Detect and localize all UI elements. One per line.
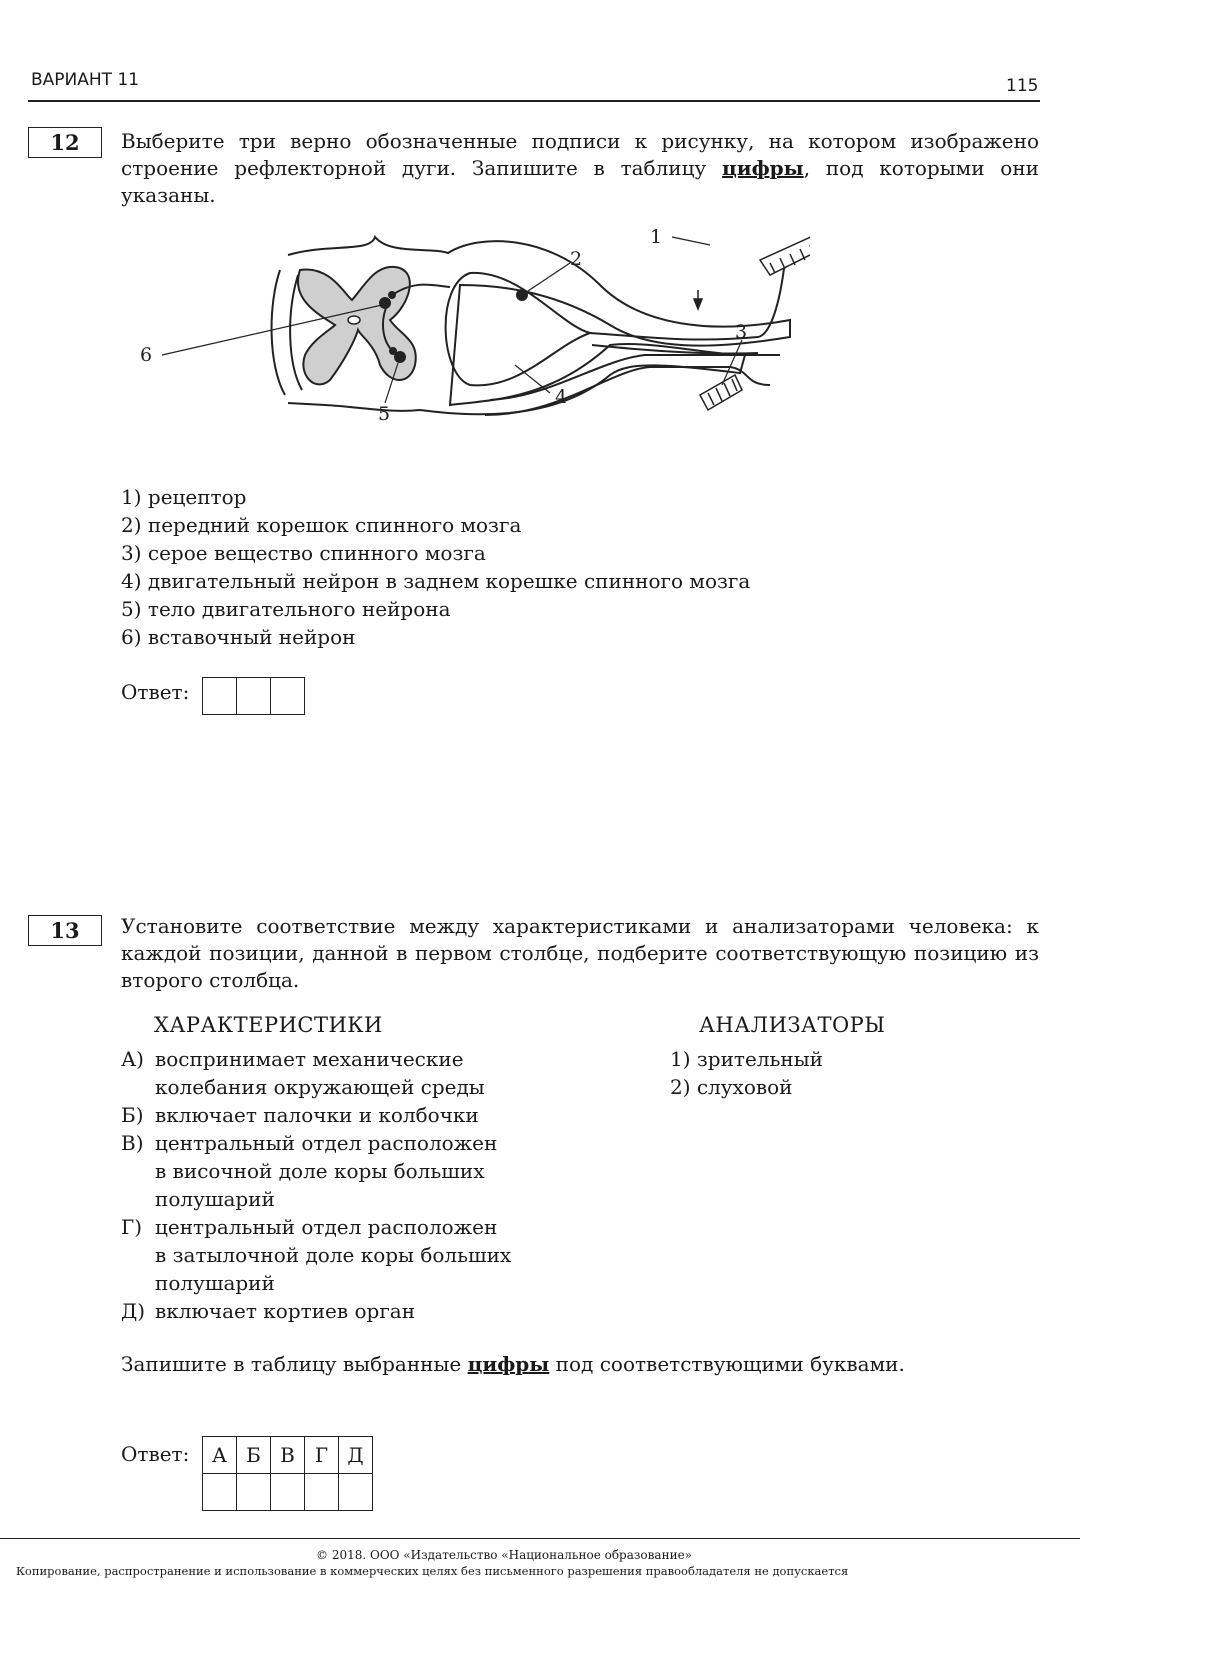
characteristic-v-line-2: в височной доле коры больших [155,1159,485,1183]
task13-answer-cell-d[interactable] [339,1474,373,1511]
characteristic-a-line-2: колебания окружающей среды [155,1075,485,1099]
task13-header-a: А [203,1437,237,1474]
analyzer-2: 2) слуховой [670,1075,793,1099]
characteristic-b-line-1: включает палочки и колбочки [155,1103,479,1127]
task13-answer-cell-v[interactable] [271,1474,305,1511]
figure-label-2: 2 [570,248,583,270]
task13-instruction [121,1351,905,1379]
characteristic-d-letter: Д) [121,1299,146,1323]
characteristic-d-line-1: включает кортиев орган [155,1299,416,1323]
task13-answer-cell-a[interactable] [203,1474,237,1511]
header-rule [28,100,1040,102]
task12-answer-label: Ответ: [121,680,190,704]
task12-option-1: 1) рецептор [121,485,247,509]
analyzer-1: 1) зрительный [670,1047,823,1071]
variant-title: ВАРИАНТ 11 [31,70,140,90]
task12-prompt [121,128,1039,209]
characteristic-v-line-1: центральный отдел расположен [155,1131,498,1155]
task12-prompt-b: , под которыми они указаны. [121,156,1039,207]
characteristic-v-letter: В) [121,1131,144,1155]
characteristic-g-line-2: в затылочной доле коры больших [155,1243,512,1267]
figure-label-1: 1 [650,226,663,248]
task13-header-b: Б [237,1437,271,1474]
characteristic-v-line-3: полушарий [155,1187,275,1211]
characteristics-heading: ХАРАКТЕРИСТИКИ [154,1013,383,1037]
task12-option-5: 5) тело двигательного нейрона [121,597,451,621]
footer-rule [0,1538,1080,1539]
task13-answer-cell-b[interactable] [237,1474,271,1511]
task13-instruction-b: под соответствующими буквами. [549,1352,905,1376]
task13-instruction-a: Запишите в таблицу выбранные [121,1352,468,1376]
task12-option-2: 2) передний корешок спинного мозга [121,513,522,537]
characteristic-g-line-3: полушарий [155,1271,275,1295]
reflex-arc-figure [130,225,810,460]
task13-header-g: Г [305,1437,339,1474]
page-number: 115 [1006,76,1039,96]
characteristic-b-letter: Б) [121,1103,144,1127]
figure-label-4: 4 [555,386,568,408]
task13-answer-cell-g[interactable] [305,1474,339,1511]
characteristic-v [121,1129,497,1213]
task12-answer-cell-1[interactable] [203,678,237,715]
characteristic-a-line-1: воспринимает механические [155,1047,464,1071]
task13-answer-label: Ответ: [121,1442,190,1466]
characteristic-a [121,1045,485,1101]
figure-label-6: 6 [140,344,153,366]
task12-prompt-a: Выберите три верно обозначенные подписи к рисунку, на котором изображено строение рефлекторной дуги. Запишите в таблицу [121,129,1039,180]
task12-answer-cell-2[interactable] [237,678,271,715]
task12-option-6: 6) вставочный нейрон [121,625,356,649]
task12-prompt-emphasis: цифры [722,156,804,180]
figure-label-5: 5 [378,403,391,425]
task13-header-d: Д [339,1437,373,1474]
analyzers-heading: АНАЛИЗАТОРЫ [699,1013,886,1037]
characteristic-g-letter: Г) [121,1215,143,1239]
task13-answer-grid [202,1436,373,1511]
task-number-12: 12 [28,127,102,158]
task12-option-4: 4) двигательный нейрон в заднем корешке спинного мозга [121,569,751,593]
characteristic-g-line-1: центральный отдел расположен [155,1215,498,1239]
task12-answer-grid [202,677,305,715]
task12-option-3: 3) серое вещество спинного мозга [121,541,486,565]
task13-header-v: В [271,1437,305,1474]
footer-notice: Копирование, распространение и использование в коммерческих целях без письменного разрешения правообладателя не допускается [16,1564,849,1578]
footer-copyright: © 2018. ООО «Издательство «Национальное образование» [316,1548,693,1562]
task-number-13: 13 [28,915,102,946]
task13-instruction-emphasis: цифры [467,1352,550,1376]
task12-answer-cell-3[interactable] [271,678,305,715]
characteristic-d [121,1297,415,1325]
task13-prompt: Установите соответствие между характеристиками и анализаторами человека: к каждой позиции, данной в первом столбце, подберите соответствующую позицию из второго столбца. [121,914,1039,992]
figure-label-3: 3 [735,321,748,343]
characteristic-b [121,1101,479,1129]
characteristic-g [121,1213,511,1297]
characteristic-a-letter: А) [121,1047,144,1071]
